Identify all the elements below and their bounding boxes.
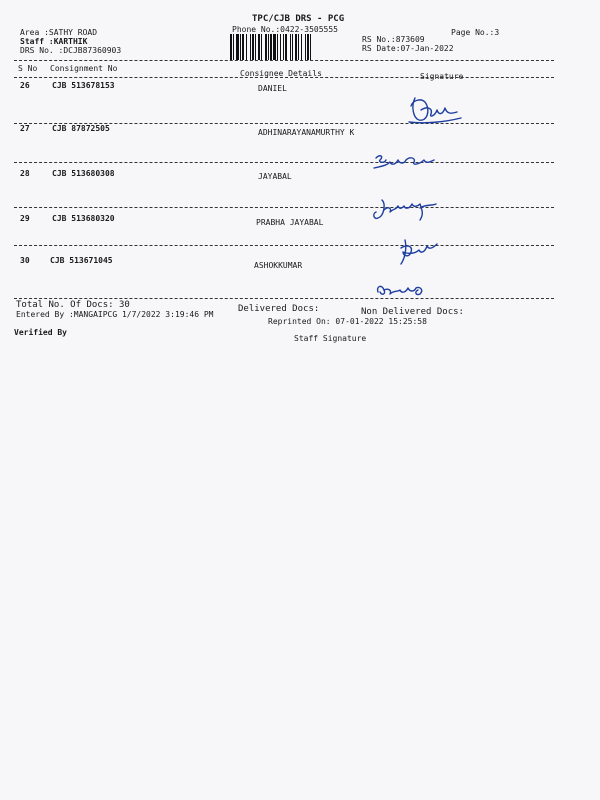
delivered-docs: Delivered Docs:	[238, 304, 320, 314]
header-divider	[14, 60, 554, 61]
non-delivered-docs: Non Delivered Docs:	[361, 307, 464, 317]
barcode-bar	[298, 34, 299, 60]
reprinted-on: Reprinted On: 07-01-2022 15:25:58	[268, 317, 427, 326]
barcode-bar	[236, 34, 239, 60]
area-label: Area :SATHY ROAD	[20, 28, 98, 37]
row-divider	[14, 162, 554, 163]
verified-by: Verified By	[14, 328, 67, 337]
barcode-bar	[265, 34, 267, 60]
row-consignee: DANIEL	[258, 84, 287, 93]
barcode-bar	[292, 34, 293, 60]
column-header-signature: Signature	[420, 72, 464, 81]
barcode-bar	[242, 34, 244, 60]
rs-number: RS No.:873609	[362, 35, 425, 44]
barcode-bar	[283, 34, 284, 60]
page-number: Page No.:3	[451, 28, 500, 37]
row-consignment: CJB 513678153	[52, 81, 115, 90]
document-title: TPC/CJB DRS - PCG	[252, 14, 345, 24]
row-consignment: CJB 87872505	[52, 124, 110, 133]
row-consignment: CJB 513680320	[52, 214, 115, 223]
row-sno: 28	[20, 169, 30, 178]
staff-signature: Staff Signature	[294, 334, 367, 343]
barcode-bar	[233, 34, 234, 60]
row-divider	[14, 298, 554, 299]
barcode-bar	[250, 34, 251, 60]
barcode-bar	[240, 34, 241, 60]
row-consignee: PRABHA JAYABAL	[256, 218, 324, 227]
barcode-bar	[285, 34, 287, 60]
column-header-consignment: Consignment No	[50, 64, 118, 73]
barcode-bar	[255, 34, 256, 60]
barcode-bar	[307, 34, 309, 60]
barcode-bar	[252, 34, 254, 60]
barcode-bar	[268, 34, 269, 60]
barcode-bar	[230, 34, 232, 60]
barcode-bar	[301, 34, 302, 60]
entered-by: Entered By :MANGAIPCG 1/7/2022 3:19:46 PM	[16, 310, 214, 319]
barcode-bar	[280, 34, 281, 60]
row-sno: 30	[20, 256, 30, 265]
barcode-bar	[246, 34, 247, 60]
total-docs: Total No. Of Docs: 30	[16, 300, 130, 310]
drs-number: DRS No. :DCJB87360903	[20, 46, 122, 55]
barcode-bar	[290, 34, 291, 60]
row-consignment: CJB 513671045	[50, 256, 113, 265]
phone-number: Phone No.:0422-3505555	[232, 25, 338, 34]
staff-label: Staff :KARTHIK	[20, 37, 88, 46]
row-divider	[14, 245, 554, 246]
row-consignee: ASHOKKUMAR	[254, 261, 303, 270]
barcode-bar	[310, 34, 311, 60]
rs-date: RS Date:07-Jan-2022	[362, 44, 454, 53]
column-header-consignee: Consignee Details	[240, 69, 322, 78]
row-sno: 29	[20, 214, 30, 223]
column-header-sno: S No	[18, 64, 38, 73]
row-divider	[14, 207, 554, 208]
barcode-bar	[273, 34, 276, 60]
signature-daniel	[405, 92, 465, 126]
row-consignee: ADHINARAYANAMURTHY K	[258, 128, 355, 137]
barcode-bar	[277, 34, 278, 60]
barcode-bar	[258, 34, 260, 60]
signature-adhinarayanamurthy	[370, 150, 440, 172]
row-consignment: CJB 513680308	[52, 169, 115, 178]
barcode-bar	[295, 34, 297, 60]
barcode-bar	[305, 34, 306, 60]
signature-ashokkumar	[370, 280, 430, 300]
barcode-bar	[261, 34, 262, 60]
column-divider	[14, 77, 554, 78]
row-consignee: JAYABAL	[258, 172, 292, 181]
barcode-bar	[270, 34, 272, 60]
signature-jayabal	[370, 196, 442, 224]
barcode	[230, 34, 354, 60]
row-sno: 27	[20, 124, 30, 133]
row-sno: 26	[20, 81, 30, 90]
signature-prabha-jayabal	[395, 236, 447, 268]
